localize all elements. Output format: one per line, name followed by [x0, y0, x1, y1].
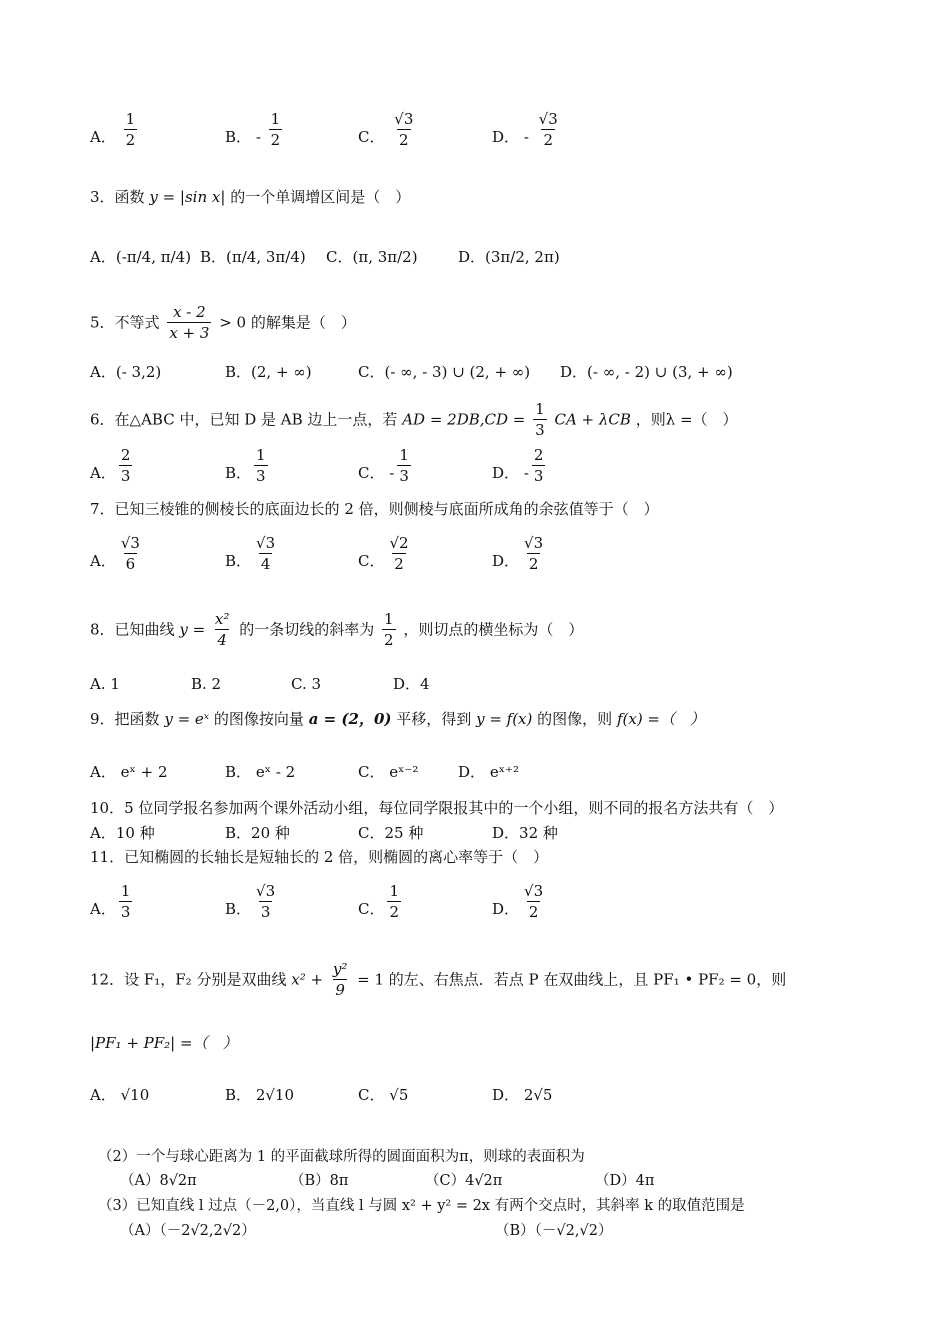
q7-option-d: D． $\frac{√3}{2}$ — [492, 534, 544, 573]
q11-option-a: A． $\frac{1}{3}$ — [90, 882, 131, 921]
q11-options-row — [90, 882, 890, 936]
q11-option-d: D． $\frac{√3}{2}$ — [492, 882, 544, 921]
q12-option-b: B． 2√10 — [225, 1086, 295, 1104]
q2-option-c: C． $\frac{√3}{2}$ — [358, 110, 414, 149]
q6-option-a: A． $\frac{2}{3}$ — [90, 446, 131, 485]
b3-option-b: （B）（－√2,√2） — [495, 1223, 613, 1239]
q10-stem: 10．5 位同学报名参加两个课外活动小组，每位同学限报其中的一个小组，则不同的报名方法共有（ ） — [90, 799, 784, 817]
q2-option-a: A． $\frac{1}{2}$ — [90, 110, 136, 149]
q10-option-c: C．25 种 — [358, 824, 424, 842]
q9-option-d: D． eˣ⁺² — [458, 763, 519, 781]
q6-option-c: C． - $\frac{1}{3}$ — [358, 446, 409, 485]
q12-stem: 12．设 F₁，F₂ 分别是双曲线 x² + $\frac{\text{y²}}{9}$ = 1 的左、右焦点．若点 P 在双曲线上，且 PF₁ • PF₂ = 0，则 — [90, 960, 787, 999]
q3-option-a: A．(-π/4, π/4) — [90, 248, 192, 266]
q11-option-c: C． $\frac{1}{2}$ — [358, 882, 400, 921]
q12-option-d: D． 2√5 — [492, 1086, 553, 1104]
q10-option-d: D．32 种 — [492, 824, 558, 842]
b2-option-d: （D）4π — [595, 1173, 655, 1189]
q5-option-a: A．(- 3,2) — [90, 363, 162, 381]
q6-stem: 6．在△ABC 中，已知 D 是 AB 边上一点，若 AD = 2DB,CD = $\frac{1}{3}$ CA + λCB ，则λ =（ ） — [90, 400, 738, 439]
q8-option-a: A. 1 — [90, 675, 120, 693]
q7-options-row — [90, 534, 890, 588]
b2-stem: （2）一个与球心距离为 1 的平面截球所得的圆面面积为π，则球的表面积为 — [98, 1149, 585, 1165]
q5-option-d: D．(- ∞, - 2) ∪ (3, + ∞) — [560, 363, 733, 381]
q3-option-b: B．(π/4, 3π/4) — [200, 248, 306, 266]
b2-option-b: （B）8π — [290, 1173, 349, 1189]
q8-option-d: D．4 — [393, 675, 430, 693]
q3-option-d: D．(3π/2, 2π) — [458, 248, 560, 266]
q6-option-d: D． - $\frac{2}{3}$ — [492, 446, 544, 485]
q9-option-a: A． eˣ + 2 — [90, 763, 168, 781]
q5-option-b: B．(2, + ∞) — [225, 363, 312, 381]
q9-option-c: C． eˣ⁻² — [358, 763, 419, 781]
q7-option-a: A． $\frac{√3}{6}$ — [90, 534, 140, 573]
q9-option-b: B． eˣ - 2 — [225, 763, 296, 781]
q9-stem: 9．把函数 y = eˣ 的图像按向量 a = (2，0) 平移，得到 y = f(x) 的图像，则 f(x) =（ ） — [90, 710, 706, 728]
q2-option-d: D． - $\frac{√3}{2}$ — [492, 110, 558, 149]
q5-option-c: C．(- ∞, - 3) ∪ (2, + ∞) — [358, 363, 531, 381]
q2-option-b: B． - $\frac{1}{2}$ — [225, 110, 281, 149]
q8-option-b: B. 2 — [191, 675, 222, 693]
q12-option-c: C． √5 — [358, 1086, 409, 1104]
q10-option-a: A．10 种 — [90, 824, 155, 842]
q7-stem: 7．已知三棱锥的侧棱长的底面边长的 2 倍，则侧棱与底面所成角的余弦值等于（ ） — [90, 500, 659, 518]
q12-stem-line2: |PF₁ + PF₂| =（ ） — [90, 1034, 238, 1052]
q12-option-a: A． √10 — [90, 1086, 150, 1104]
b2-option-c: （C）4√2π — [425, 1173, 503, 1189]
q7-option-b: B． $\frac{√3}{4}$ — [225, 534, 276, 573]
q3-option-c: C．(π, 3π/2) — [326, 248, 418, 266]
q10-option-b: B．20 种 — [225, 824, 290, 842]
q5-stem: 5．不等式 $\frac{x - 2}{x + 3}$ > 0 的解集是（ ） — [90, 303, 356, 342]
b3-option-a: （A）（－2√2,2√2） — [120, 1223, 256, 1239]
q6-option-b: B． $\frac{1}{3}$ — [225, 446, 266, 485]
q8-stem: 8．已知曲线 y = $\frac{\text{x²}}{4}$ 的一条切线的斜率为 $\frac{1}{2}$ ，则切点的横坐标为（ ） — [90, 610, 584, 649]
q7-option-c: C． $\frac{√2}{2}$ — [358, 534, 409, 573]
q11-option-b: B． $\frac{√3}{3}$ — [225, 882, 276, 921]
b3-stem: （3）已知直线 l 过点（－2,0），当直线 l 与圆 x² + y² = 2x 有两个交点时，其斜率 k 的取值范围是 — [98, 1198, 745, 1214]
q11-stem: 11．已知椭圆的长轴长是短轴长的 2 倍，则椭圆的离心率等于（ ） — [90, 848, 549, 866]
q6-options-row — [90, 446, 890, 498]
q3-stem: 3．函数 y = |sin x| 的一个单调增区间是（ ） — [90, 188, 411, 206]
q8-option-c: C. 3 — [291, 675, 322, 693]
b2-option-a: （A）8√2π — [120, 1173, 197, 1189]
q2-options-row — [90, 110, 890, 164]
